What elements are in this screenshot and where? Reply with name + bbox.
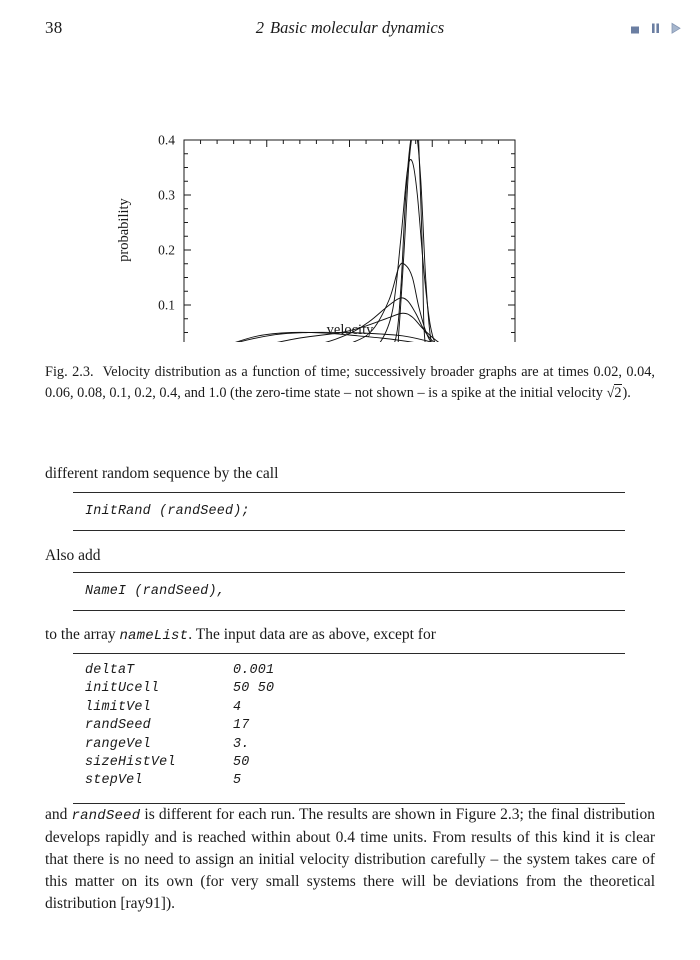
figure-caption-text: Velocity distribution as a function of time; successively broader graphs are at times 0.02, 0.04, 0.06, 0.08, 0.1, 0.2, 0.4, and 1.0 (the zero-time state – not shown – is a spike at the initial velocity	[45, 364, 655, 401]
paragraph-results-tail: is different for each run. The results are shown in Figure 2.3; the final distribution develops rapidly and is reached within about 0.4 time units. From results of this kind it is clear that there is no need to assign an initial velocity distribution carefully – the system takes care of this matter on its own (for very small systems there will be deviations from the theoretical distribution [ray91]).	[45, 806, 655, 912]
parameter-row	[85, 773, 274, 791]
stop-icon[interactable]	[630, 22, 641, 40]
parameter-table-block	[73, 653, 625, 804]
velocity-distribution-plot	[0, 62, 700, 342]
code-block-initrand	[73, 492, 625, 531]
pause-icon[interactable]	[650, 22, 661, 40]
plot-svg	[0, 62, 700, 342]
parameter-row	[85, 718, 274, 736]
paragraph-results	[45, 804, 655, 915]
figure-2-3	[0, 62, 700, 401]
sqrt-radicand: 2	[614, 384, 622, 401]
paragraph-intro: different random sequence by the call	[45, 465, 279, 482]
media-controls	[630, 22, 682, 40]
paragraph-results-lead: and	[45, 806, 72, 823]
parameter-name: initUcell	[85, 681, 160, 697]
parameter-table	[85, 663, 274, 792]
parameter-row	[85, 681, 274, 699]
parameter-name: rangeVel	[85, 736, 151, 752]
x-axis-title: velocity	[326, 322, 374, 338]
plot-curves	[184, 116, 515, 342]
parameter-row	[85, 755, 274, 773]
parameter-name: stepVel	[85, 773, 143, 789]
running-head-chapter-number: 2	[255, 18, 265, 37]
paragraph-namelist	[45, 624, 655, 647]
rule-bottom	[73, 610, 625, 611]
rule-bottom	[73, 530, 625, 531]
parameter-value: 17	[233, 718, 250, 734]
y-tick-label: 0.4	[158, 132, 175, 148]
page-number: 38	[45, 18, 63, 37]
plot-curve	[184, 116, 515, 342]
figure-caption	[45, 362, 655, 403]
figure-caption-text-tail: ).	[622, 384, 631, 401]
parameter-value: 50	[233, 754, 250, 770]
plot-curve	[184, 159, 515, 342]
page-header	[0, 18, 700, 48]
code-block-namei	[73, 572, 625, 611]
parameter-value: 5	[233, 773, 242, 789]
play-icon[interactable]	[670, 22, 682, 40]
parameter-value: 4	[233, 699, 242, 715]
plot-axes	[184, 140, 515, 342]
y-tick-label: 0.2	[158, 242, 175, 258]
parameter-row	[85, 700, 274, 718]
parameter-name: limitVel	[85, 699, 151, 715]
y-tick-label: 0.3	[158, 187, 175, 203]
running-head-title: Basic molecular dynamics	[270, 18, 445, 37]
parameter-value: 50 50	[233, 681, 275, 697]
inline-code-namelist: nameList	[119, 628, 189, 644]
parameter-row	[85, 663, 274, 681]
paragraph-namelist-tail: . The input data are as above, except for	[188, 626, 436, 643]
rule-top	[73, 653, 625, 654]
running-head	[0, 18, 700, 38]
plot-curve	[184, 126, 515, 342]
code-line-initrand: InitRand (randSeed);	[85, 504, 250, 519]
parameter-row	[85, 737, 274, 755]
paragraph-namelist-lead: to the array	[45, 626, 120, 643]
parameter-value: 0.001	[233, 663, 275, 678]
paragraph-also-add: Also add	[45, 547, 101, 564]
plot-tick-labels	[158, 133, 524, 343]
figure-caption-label: Fig. 2.3.	[45, 364, 94, 380]
parameter-name: randSeed	[85, 718, 151, 734]
code-line-namei: NameI (randSeed),	[85, 584, 226, 599]
parameter-name: deltaT	[85, 663, 135, 678]
y-tick-label: 0.1	[158, 297, 175, 313]
parameter-name: sizeHistVel	[85, 754, 176, 770]
parameter-value: 3.	[233, 736, 250, 752]
y-axis-title: probability	[116, 198, 132, 262]
inline-code-randseed: randSeed	[71, 808, 141, 824]
sqrt-symbol: √2	[606, 384, 622, 401]
